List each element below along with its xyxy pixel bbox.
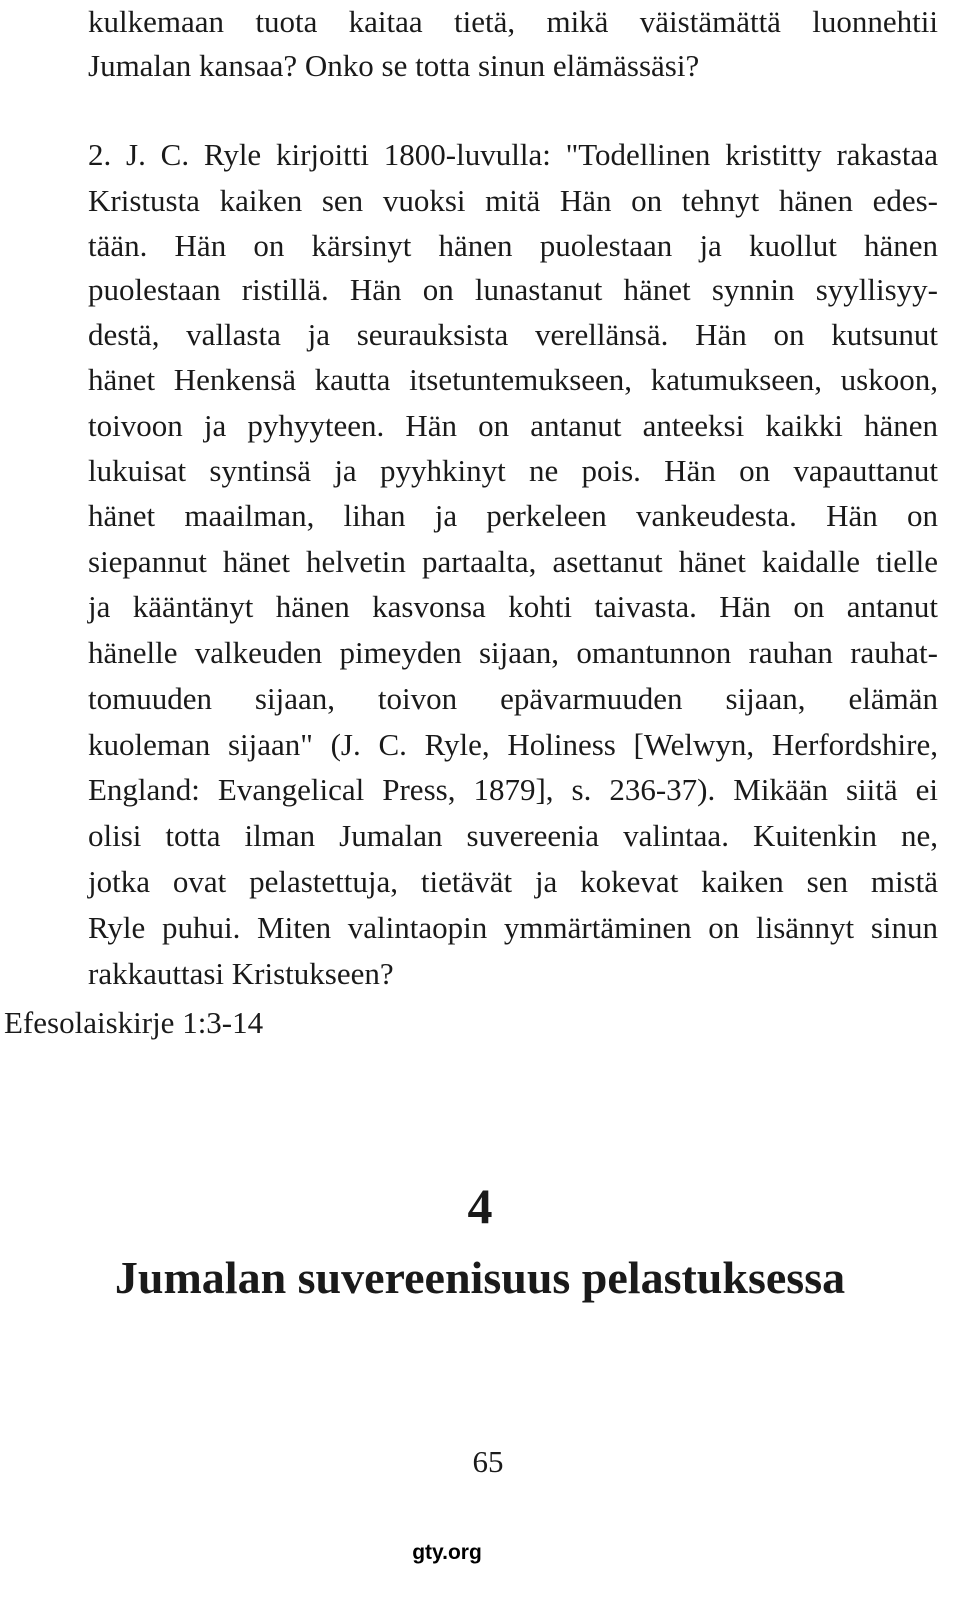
text-line: rakkauttasi Kristukseen? — [88, 956, 394, 991]
text-line: hänelle valkeuden pimeyden sijaan, omantunnon rauhan rauhat- — [88, 635, 938, 670]
text-line: kulkemaan tuota kaitaa tietä, mikä väistämättä luonnehtii — [88, 4, 938, 39]
text-line: Jumalan kansaa? Onko se totta sinun elämässäsi? — [88, 48, 700, 83]
text-line: England: Evangelical Press, 1879], s. 236-37). Mikään siitä ei — [88, 772, 938, 807]
text-line: tään. Hän on kärsinyt hänen puolestaan ja kuollut hänen — [88, 228, 938, 263]
scripture-reference: Efesolaiskirje 1:3-14 — [4, 1005, 264, 1040]
text-line: hänet maailman, lihan ja perkeleen vankeudesta. Hän on — [88, 498, 938, 533]
text-line: 2. J. C. Ryle kirjoitti 1800-luvulla: "Todellinen kristitty rakastaa — [88, 137, 938, 172]
text-line: hänet Henkensä kautta itsetuntemukseen, katumukseen, uskoon, — [88, 362, 938, 397]
text-line: destä, vallasta ja seurauksista verellänsä. Hän on kutsunut — [88, 317, 938, 352]
text-line: tomuuden sijaan, toivon epävarmuuden sijaan, elämän — [88, 681, 938, 716]
text-line: Kristusta kaiken sen vuoksi mitä Hän on tehnyt hänen edes- — [88, 183, 938, 218]
text-line: lukuisat syntinsä ja pyyhkinyt ne pois. Hän on vapauttanut — [88, 453, 938, 488]
text-line: puolestaan ristillä. Hän on lunastanut hänet synnin syyllisyy- — [88, 272, 938, 307]
text-line: Ryle puhui. Miten valintaopin ymmärtäminen on lisännyt sinun — [88, 910, 938, 945]
text-line: jotka ovat pelastettuja, tietävät ja kokevat kaiken sen mistä — [88, 864, 938, 899]
text-line: toivoon ja pyhyyteen. Hän on antanut anteeksi kaikki hänen — [88, 408, 938, 443]
site-watermark: gty.org — [412, 1541, 482, 1564]
page-number: 65 — [472, 1444, 504, 1479]
chapter-title: Jumalan suvereenisuus pelastuksessa — [114, 1252, 846, 1303]
text-line: ja kääntänyt hänen kasvonsa kohti taivasta. Hän on antanut — [88, 589, 938, 624]
text-line: siepannut hänet helvetin partaalta, asettanut hänet kaidalle tielle — [88, 544, 938, 579]
text-line: olisi totta ilman Jumalan suvereenia valintaa. Kuitenkin ne, — [88, 818, 938, 853]
text-line: kuoleman sijaan" (J. C. Ryle, Holiness [Welwyn, Herfordshire, — [88, 727, 938, 762]
chapter-number: 4 — [467, 1178, 493, 1234]
